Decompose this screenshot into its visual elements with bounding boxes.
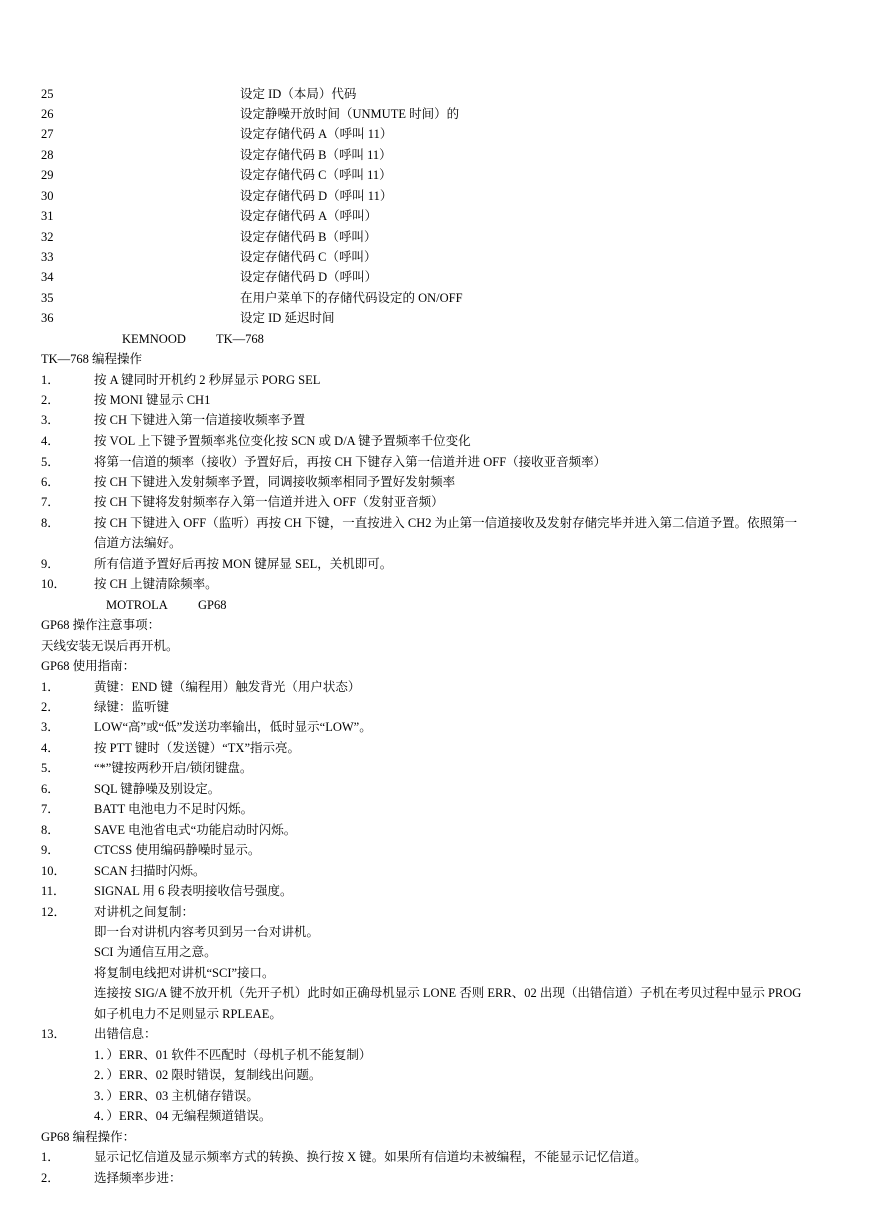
document-page: 25 设定 ID（本局）代码 26 设定静噪开放时间（UNMUTE 时间）的 27 设定存储代码 A（呼叫 11） 28 设定存储代码 B（呼叫 11） 29 设定存储代码 C（呼叫 11） 30 设定存储代码 D（呼叫 11） 31 设定存储代码 A（呼叫） 32 设定存储代码 B（呼叫） 33 设定存储代码 C（呼叫） 34 设定存储代码 D（呼叫） 35 在用户菜单下的存储代码设定的 ON/OFF 36 设定 ID 延迟时间 KEMNOOD TK—768 TK—768 编程操作 1． 按 A 键同时开机约 2 秒屏显示 PORG SEL 2． 按 MONI 键显示 CH1 3． 按 CH 下键进入第一信道接收频率予置 4． 按 VOL 上下键予置频率兆位变化按 SCN 或 D/A 键予置频率千位变化 5． 将第一信道的频率（接收）予置好后，再按 CH 下键存入第一信道并进 OFF（接收亚音频率） 6． 按 CH 下键进入发射频率予置，同调接收频率相同予置好发射频率 7． 按 CH 下键将发射频率存入第一信道并进入 OFF（发射亚音频） 8． 按 CH 下键进入 OFF（监听）再按 CH 下键，一直按进入 CH2 为止第一信道接收及发射存储完毕并进入第二信道予置。依照第一 信道方法编好。 9． 所有信道予置好后再按 MON 键屏显 SEL，关机即可。 10． 按 CH 上键清除频率。 MOTROLA GP68 GP68 操作注意事项： 天线安装无误后再开机。 GP68 使用指南： 1． 黄键：END 键（编程用）触发背光（用户状态） 2． 绿键：监听键 3． LOW“高”或“低”发送功率输出，低时显示“LOW”。 4． 按 PTT 键时（发送键）“TX”指示亮。 5． “*”键按两秒开启/锁闭键盘。 6． SQL 键静噪及别设定。 7． BATT 电池电力不足时闪烁。 8． SAVE 电池省电式“功能启动时闪烁。 9． CTCSS 使用编码静噪时显示。 10． SCAN 扫描时闪烁。 11． SIGNAL 用 6 段表明接收信号强度。 12． 对讲机之间复制： 即一台对讲机内容考贝到另一台对讲机。 SCI 为通信互用之意。 将复制电线把对讲机“SCI”接口。 连接按 SIG/A 键不放开机（先开子机）此时如正确母机显示 LONE 否则 ERR、02 出现（出错信道）子机在考贝过程中显示 PROG 如子机电力不足则显示 RPLEAE。 13． 出错信息： 1．）ERR、01 软件不匹配时（母机子机不能复制） 2．）ERR、02 限时错误，复制线出问题。 3．）ERR、03 主机储存错误。 4．）ERR、04 无编程频道错误。 GP68 编程操作： 1． 显示记忆信道及显示频率方式的转换、换行按 X 键。如果所有信道均未被编程，不能显示记忆信道。 2． 选择频率步进： <box>41 87 802 1185</box>
